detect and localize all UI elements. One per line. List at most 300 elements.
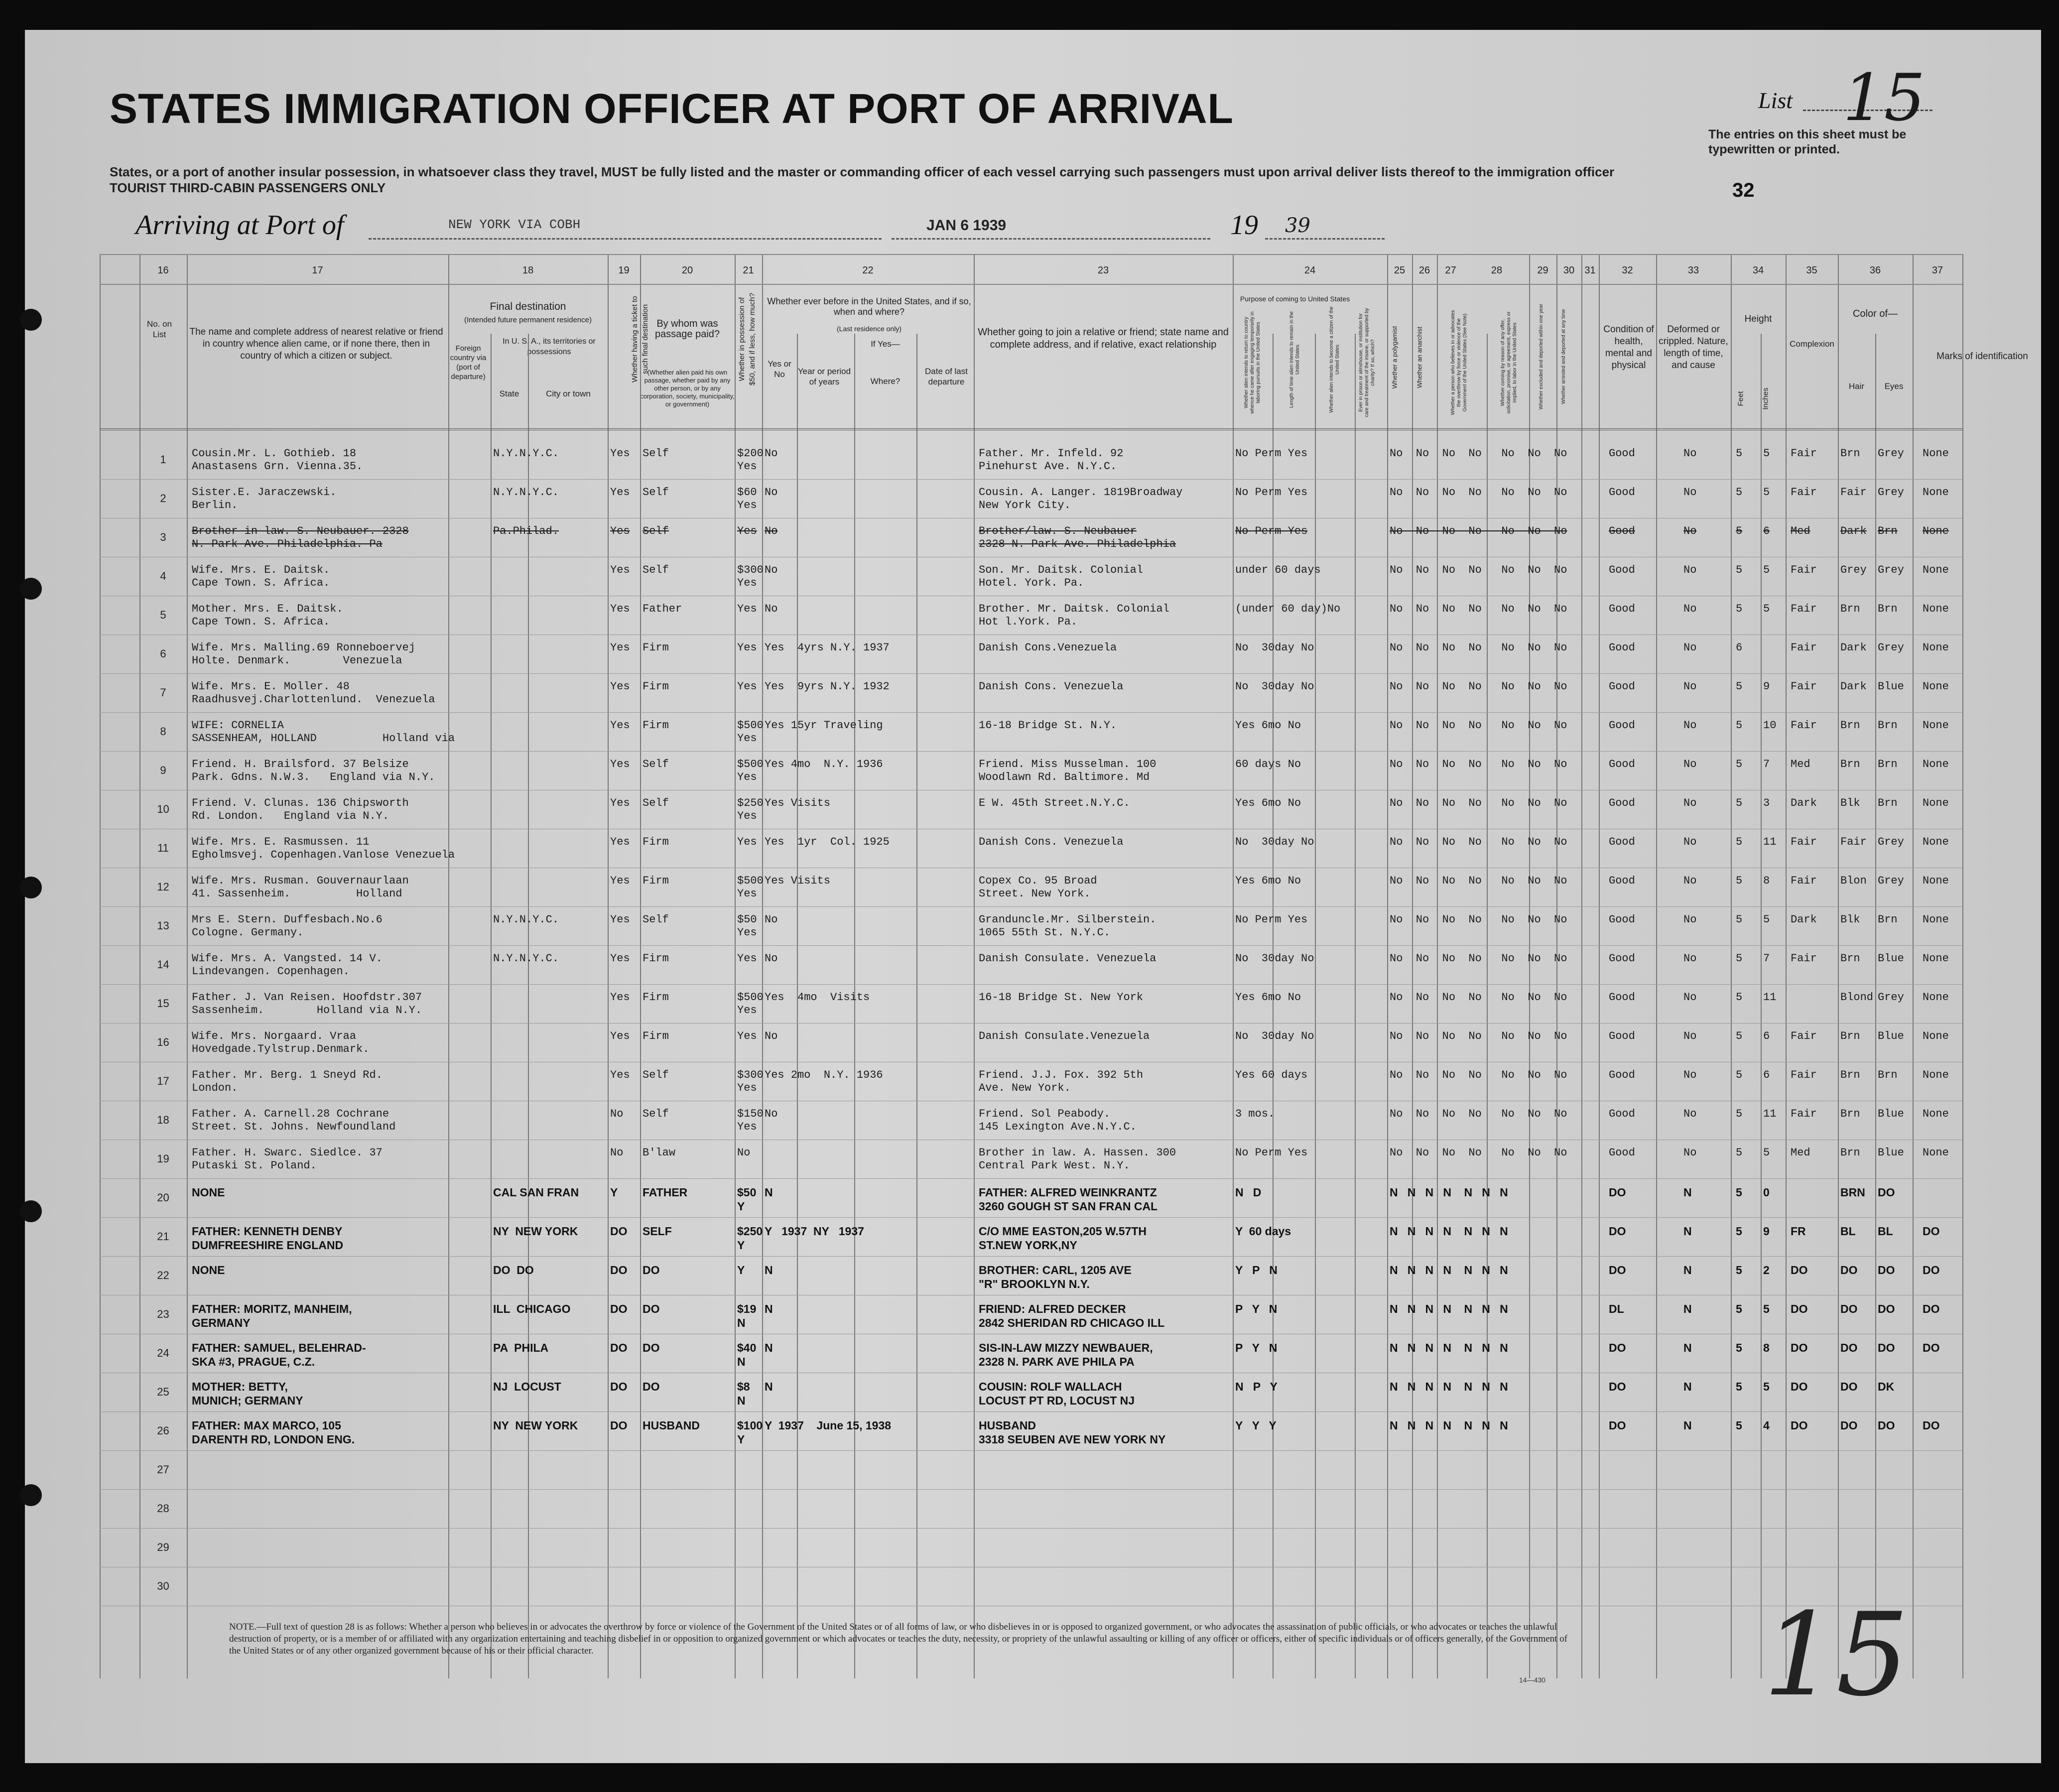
table-cell-q: No No No No No No No — [1390, 1030, 1567, 1042]
page-title: STATES IMMIGRATION OFFICER AT PORT OF ARRIVAL — [110, 85, 1234, 132]
row-number: 7 — [160, 686, 166, 699]
col-before-us: Whether ever before in the United States, and if so, when and where? — [767, 296, 971, 317]
table-cell-def: No — [1683, 1147, 1697, 1159]
table-cell-hr: DO — [1840, 1341, 1858, 1354]
table-cell-rel: Wife. Mrs. Malling.69 Ronneboervej Holte. Denmark. Venezuela — [192, 641, 415, 667]
table-cell-p24: Yes 6mo No — [1235, 991, 1301, 1004]
table-cell-hr: Blond — [1840, 991, 1874, 1004]
table-cell-cx: Fair — [1791, 486, 1817, 499]
row-number: 11 — [157, 842, 169, 854]
column-rule — [608, 254, 609, 1678]
table-cell-hl: Good — [1609, 525, 1635, 537]
column-rule — [854, 334, 855, 1678]
column-number: 28 — [1491, 265, 1503, 276]
table-cell-tk: DO — [610, 1225, 628, 1238]
table-cell-p24: No Perm Yes — [1235, 447, 1308, 460]
table-cell-mon: $150 Yes — [737, 1108, 764, 1133]
column-rule — [1761, 334, 1762, 1678]
table-cell-p24: No Perm Yes — [1235, 913, 1308, 926]
table-cell-bef: No — [765, 913, 778, 926]
row-rule — [100, 673, 1962, 674]
table-cell-def: No — [1683, 525, 1697, 537]
table-cell-def: N — [1683, 1419, 1692, 1432]
table-cell-cx: Fair — [1791, 875, 1817, 887]
table-cell-rel: Father. Mr. Berg. 1 Sneyd Rd. London. — [192, 1069, 383, 1094]
table-cell-mk: None — [1923, 719, 1949, 732]
table-cell-tk: DO — [610, 1264, 628, 1277]
column-number: 30 — [1563, 265, 1575, 276]
row-rule — [100, 1450, 1962, 1451]
table-cell-pay: FATHER — [643, 1186, 688, 1199]
table-cell-pay: Self — [643, 913, 669, 926]
table-cell-rel: Cousin.Mr. L. Gothieb. 18 Anastasens Grn. Vienna.35. — [192, 447, 363, 473]
table-cell-mon: Yes — [737, 836, 757, 848]
table-cell-dest: NJ LOCUST — [493, 1380, 561, 1393]
row-number: 8 — [160, 725, 166, 738]
table-cell-pay: Self — [643, 525, 669, 537]
table-cell-in: 5 — [1763, 1380, 1770, 1393]
row-number: 19 — [157, 1152, 169, 1165]
table-cell-join: C/O MME EASTON,205 W.57TH ST.NEW YORK,NY — [979, 1225, 1147, 1252]
table-cell-q: No No No No No No No — [1390, 991, 1567, 1004]
table-cell-ey: Blue — [1878, 1108, 1904, 1120]
table-cell-ft: 5 — [1736, 1147, 1743, 1159]
table-cell-mk: None — [1923, 875, 1949, 887]
table-cell-join: E W. 45th Street.N.Y.C. — [979, 797, 1130, 809]
col-inches: Inches — [1761, 387, 1770, 410]
table-cell-bef: Yes Visits — [765, 875, 831, 887]
table-cell-pay: Firm — [643, 719, 669, 732]
table-cell-pay: DO — [643, 1302, 660, 1315]
table-cell-ft: 5 — [1736, 564, 1743, 576]
table-cell-bef: N — [765, 1186, 773, 1199]
column-rule — [1599, 254, 1600, 1678]
table-cell-def: No — [1683, 719, 1697, 732]
table-cell-pay: Self — [643, 1108, 669, 1120]
table-cell-dest: N.Y.N.Y.C. — [493, 952, 559, 965]
table-cell-bef: No — [765, 603, 778, 615]
col-no-on-list: No. on List — [146, 319, 172, 339]
row-rule — [100, 751, 1962, 752]
column-rule — [1556, 254, 1557, 1678]
table-cell-pay: Firm — [643, 836, 669, 848]
column-number: 25 — [1394, 265, 1406, 276]
table-cell-hr: Blk — [1840, 913, 1860, 926]
table-cell-q: No No No No No No No — [1390, 680, 1567, 693]
table-cell-join: COUSIN: ROLF WALLACH LOCUST PT RD, LOCUST NJ — [979, 1380, 1135, 1407]
table-cell-mk: None — [1923, 1147, 1949, 1159]
table-cell-ft: 5 — [1736, 1380, 1742, 1393]
row-number: 17 — [157, 1075, 169, 1087]
table-cell-mon: $500 Yes — [737, 991, 764, 1017]
table-cell-bef: Y 1937 June 15, 1938 — [765, 1419, 892, 1432]
table-cell-q: N N N N N N N — [1390, 1419, 1508, 1432]
table-cell-mk: None — [1923, 913, 1949, 926]
table-cell-bef: Yes 9yrs N.Y. 1932 — [765, 680, 890, 693]
table-cell-hl: DO — [1609, 1419, 1626, 1432]
column-rule — [1962, 254, 1963, 1678]
row-number: 22 — [157, 1269, 169, 1281]
table-cell-ft: 5 — [1736, 603, 1743, 615]
table-cell-hr: Fair — [1840, 836, 1867, 848]
table-cell-bef: No — [765, 1030, 778, 1042]
table-cell-q: N N N N N N N — [1390, 1341, 1508, 1354]
table-cell-tk: DO — [610, 1380, 628, 1393]
port-line — [369, 238, 882, 240]
table-cell-ft: 5 — [1736, 952, 1743, 965]
table-cell-def: N — [1683, 1264, 1692, 1277]
table-cell-tk: No — [610, 1108, 624, 1120]
column-number: 22 — [862, 265, 874, 276]
table-cell-mk: None — [1923, 991, 1949, 1004]
table-cell-hl: Good — [1609, 1069, 1635, 1081]
table-cell-join: Son. Mr. Daitsk. Colonial Hotel. York. Pa. — [979, 564, 1144, 589]
col-departure: Date of last departure — [925, 367, 968, 386]
table-cell-dest: NY NEW YORK — [493, 1225, 578, 1238]
table-cell-in: 11 — [1763, 991, 1777, 1004]
table-cell-ft: 5 — [1736, 758, 1743, 770]
table-cell-rel: MOTHER: BETTY, MUNICH; GERMANY — [192, 1380, 303, 1407]
col-passage: By whom was passage paid? — [654, 318, 720, 340]
row-number: 18 — [157, 1114, 169, 1126]
binder-hole — [20, 877, 42, 898]
table-cell-bef: Y 1937 NY 1937 — [765, 1225, 864, 1238]
table-cell-mon: $300 Yes — [737, 1069, 764, 1094]
table-cell-ey: DO — [1878, 1186, 1895, 1199]
table-cell-dest: PA PHILA — [493, 1341, 549, 1354]
table-cell-ey: Brn — [1878, 1069, 1898, 1081]
table-cell-tk: DO — [610, 1419, 628, 1432]
col-passage-note: (Whether alien paid his own passage, whether paid by any other person, or by any corporation, society, municipality, or government) — [640, 369, 735, 408]
table-cell-ey: Grey — [1878, 564, 1904, 576]
table-cell-mk: None — [1923, 1069, 1949, 1081]
table-cell-cx: Fair — [1791, 603, 1817, 615]
col-joining: Whether going to join a relative or friend; state name and complete address, and if relative, exact relationship — [978, 327, 1229, 350]
table-cell-tk: Yes — [610, 991, 630, 1004]
table-cell-rel: FATHER: KENNETH DENBY DUMFREESHIRE ENGLAND — [192, 1225, 344, 1252]
table-cell-ey: Blue — [1878, 952, 1904, 965]
table-cell-rel: FATHER: MORITZ, MANHEIM, GERMANY — [192, 1302, 352, 1329]
table-cell-def: No — [1683, 913, 1697, 926]
table-cell-q: No No No No No No No — [1390, 836, 1567, 848]
table-cell-p24: N P Y — [1235, 1380, 1278, 1393]
table-cell-p24: No 30day No — [1235, 680, 1314, 693]
table-cell-in: 7 — [1763, 758, 1770, 770]
table-cell-ft: 5 — [1736, 913, 1743, 926]
column-rule — [1529, 254, 1530, 1678]
table-cell-q: No No No No No No No — [1390, 875, 1567, 887]
table-cell-rel: Sister.E. Jaraczewski. Berlin. — [192, 486, 337, 512]
col-purpose-c: Whether alien intends to become a citizen of the United States — [1329, 306, 1340, 413]
table-cell-hl: Good — [1609, 797, 1635, 809]
table-cell-ey: Grey — [1878, 836, 1904, 848]
table-cell-bef: No — [765, 447, 778, 460]
table-cell-mk: DO — [1923, 1264, 1940, 1277]
column-rule — [1315, 334, 1316, 1678]
row-number: 30 — [157, 1580, 169, 1592]
row-rule — [100, 1528, 1962, 1529]
table-cell-cx: DO — [1791, 1419, 1808, 1432]
table-cell-join: SIS-IN-LAW MIZZY NEWBAUER, 2328 N. PARK AVE PHILA PA — [979, 1341, 1153, 1368]
row-rule — [100, 712, 1962, 713]
table-cell-join: FRIEND: ALFRED DECKER 2842 SHERIDAN RD CHICAGO ILL — [979, 1302, 1165, 1329]
table-cell-hl: Good — [1609, 641, 1635, 654]
table-cell-rel: Wife. Mrs. Norgaard. Vraa Hovedgade.Tylstrup.Denmark. — [192, 1030, 370, 1055]
row-number: 9 — [160, 764, 166, 776]
table-cell-pay: Firm — [643, 991, 669, 1004]
table-cell-p24: P Y N — [1235, 1302, 1278, 1315]
table-cell-tk: Yes — [610, 447, 630, 460]
table-cell-bef: No — [765, 486, 778, 499]
table-cell-in: 10 — [1763, 719, 1777, 732]
header-rule — [100, 428, 1962, 430]
table-cell-ft: 5 — [1736, 836, 1743, 848]
typewritten-note: The entries on this sheet must be typewritten or printed. — [1708, 128, 1907, 156]
col-anarchist: Whether an anarchist — [1416, 326, 1423, 388]
table-cell-def: No — [1683, 758, 1697, 770]
table-cell-cx: Fair — [1791, 836, 1817, 848]
table-cell-tk: Yes — [610, 1030, 630, 1042]
table-cell-pay: Firm — [643, 952, 669, 965]
table-cell-def: N — [1683, 1380, 1692, 1393]
col-hair: Hair — [1848, 382, 1865, 391]
table-cell-p24: N D — [1235, 1186, 1262, 1199]
table-cell-bef: No — [765, 952, 778, 965]
table-cell-cx: Med — [1791, 525, 1810, 537]
row-number: 27 — [157, 1463, 169, 1476]
table-cell-tk: Yes — [610, 719, 630, 732]
table-cell-hr: DO — [1840, 1264, 1858, 1277]
table-cell-mk: None — [1923, 603, 1949, 615]
table-cell-rel: Father. H. Swarc. Siedlce. 37 Putaski St. Poland. — [192, 1147, 383, 1172]
table-cell-pay: Firm — [643, 875, 669, 887]
table-cell-p24: No 30day No — [1235, 836, 1314, 848]
row-rule — [100, 479, 1962, 480]
table-cell-rel: Wife. Mrs. A. Vangsted. 14 V. Lindevangen. Copenhagen. — [192, 952, 383, 978]
column-rule — [640, 254, 641, 1678]
table-cell-mon: $50 Yes — [737, 913, 757, 939]
table-cell-mon: $40 N — [737, 1341, 757, 1368]
table-cell-mon: No — [737, 1147, 751, 1159]
row-number: 4 — [160, 570, 166, 582]
table-cell-pay: B'law — [643, 1147, 676, 1159]
table-cell-join: Friend. Miss Musselman. 100 Woodlawn Rd. Baltimore. Md — [979, 758, 1157, 783]
table-cell-join: Brother. Mr. Daitsk. Colonial Hot l.York. Pa. — [979, 603, 1169, 628]
table-cell-bef: N — [765, 1341, 773, 1354]
col-purpose: Purpose of coming to United States — [1240, 295, 1350, 303]
row-number: 26 — [157, 1424, 169, 1437]
table-cell-rel: Mother. Mrs. E. Daitsk. Cape Town. S. Africa. — [192, 603, 343, 628]
column-rule — [1412, 254, 1413, 1678]
form-number: 14—430 — [1519, 1676, 1545, 1684]
table-cell-hr: Blon — [1840, 875, 1867, 887]
row-number: 3 — [160, 531, 166, 543]
arriving-label: Arriving at Port of — [135, 210, 344, 241]
table-cell-bef: Yes 4mo Visits — [765, 991, 870, 1004]
table-cell-in: 9 — [1763, 680, 1770, 693]
col-height: Height — [1744, 314, 1772, 324]
table-cell-mk: None — [1923, 836, 1949, 848]
table-cell-hr: Brn — [1840, 758, 1860, 770]
table-cell-ft: 5 — [1736, 1108, 1743, 1120]
table-cell-in: 2 — [1763, 1264, 1770, 1277]
table-cell-hr: Dark — [1840, 641, 1867, 654]
table-cell-hl: DO — [1609, 1225, 1626, 1238]
table-cell-p24: 60 days No — [1235, 758, 1301, 770]
column-number: 19 — [618, 265, 630, 276]
table-cell-ft: 5 — [1736, 875, 1743, 887]
table-cell-tk: Yes — [610, 836, 630, 848]
row-number: 13 — [157, 919, 169, 932]
table-cell-hl: Good — [1609, 486, 1635, 499]
column-number: 33 — [1687, 265, 1699, 276]
row-rule — [100, 1489, 1962, 1490]
table-cell-hl: Good — [1609, 913, 1635, 926]
table-cell-q: No No No No No No No — [1390, 1147, 1567, 1159]
column-number: 26 — [1418, 265, 1430, 276]
col-before-us-note: (Last residence only) — [837, 325, 901, 333]
table-cell-ey: DK — [1878, 1380, 1895, 1393]
table-cell-bef: Yes Visits — [765, 797, 831, 809]
column-number: 36 — [1869, 265, 1881, 276]
table-cell-in: 5 — [1763, 564, 1770, 576]
table-cell-dest: CAL SAN FRAN — [493, 1186, 579, 1199]
table-cell-hl: Good — [1609, 991, 1635, 1004]
table-cell-rel: Wife. Mrs. E. Daitsk. Cape Town. S. Africa. — [192, 564, 330, 589]
table-cell-hr: Brn — [1840, 603, 1860, 615]
table-cell-pay: DO — [643, 1380, 660, 1393]
table-cell-def: No — [1683, 1108, 1697, 1120]
table-cell-dest: N.Y.N.Y.C. — [493, 486, 559, 499]
col-period: Year or period of years — [797, 367, 851, 386]
table-cell-ft: 5 — [1736, 1030, 1743, 1042]
table-cell-mk: DO — [1923, 1341, 1940, 1354]
table-cell-pay: Father — [643, 603, 682, 615]
port-value: NEW YORK VIA COBH — [448, 217, 581, 232]
table-cell-mon: $8 N — [737, 1380, 750, 1407]
table-cell-q: N N N N N N N — [1390, 1186, 1508, 1199]
passenger-class: TOURIST THIRD-CABIN PASSENGERS ONLY — [110, 180, 386, 195]
column-rule — [100, 254, 101, 1678]
table-cell-dest: ILL CHICAGO — [493, 1302, 571, 1315]
table-cell-tk: Yes — [610, 913, 630, 926]
table-cell-ey: Blue — [1878, 1147, 1904, 1159]
table-cell-dest: N.Y.N.Y.C. — [493, 447, 559, 460]
table-cell-pay: Self — [643, 1069, 669, 1081]
table-cell-ft: 5 — [1736, 447, 1743, 460]
table-cell-hl: Good — [1609, 603, 1635, 615]
table-cell-mk: None — [1923, 641, 1949, 654]
table-cell-ey: DO — [1878, 1264, 1895, 1277]
column-number: 34 — [1752, 265, 1764, 276]
table-cell-p24: under 60 days — [1235, 564, 1321, 576]
table-cell-hr: Dark — [1840, 525, 1867, 537]
year-handwritten: 39 — [1285, 214, 1310, 237]
table-cell-in: 5 — [1763, 913, 1770, 926]
table-cell-mon: $300 Yes — [737, 564, 764, 589]
column-number: 29 — [1537, 265, 1548, 276]
row-number: 25 — [157, 1386, 169, 1398]
table-cell-rel: Friend. H. Brailsford. 37 Belsize Park. Gdns. N.W.3. England via N.Y. — [192, 758, 435, 783]
table-cell-cx: Dark — [1791, 797, 1817, 809]
table-cell-pay: Self — [643, 797, 669, 809]
column-number: 31 — [1584, 265, 1596, 276]
table-cell-mk: None — [1923, 758, 1949, 770]
row-number: 12 — [157, 881, 169, 893]
table-cell-ft: 5 — [1736, 680, 1743, 693]
table-cell-pay: Firm — [643, 641, 669, 654]
header-rule — [100, 284, 1962, 285]
row-number: 15 — [157, 997, 169, 1010]
table-cell-bef: N — [765, 1380, 773, 1393]
table-cell-cx: Fair — [1791, 564, 1817, 576]
table-cell-cx: Fair — [1791, 641, 1817, 654]
table-cell-def: No — [1683, 680, 1697, 693]
table-cell-p24: P Y N — [1235, 1341, 1278, 1354]
table-cell-ft: 5 — [1736, 1186, 1742, 1199]
table-cell-hl: Good — [1609, 719, 1635, 732]
table-cell-hl: Good — [1609, 564, 1635, 576]
table-cell-cx: Med — [1791, 1147, 1810, 1159]
col-complexion: Complexion — [1790, 339, 1834, 349]
column-rule — [1233, 254, 1234, 1678]
table-cell-tk: Y — [610, 1186, 618, 1199]
table-cell-rel: Friend. V. Clunas. 136 Chipsworth Rd. London. England via N.Y. — [192, 797, 409, 822]
col-prison: Ever in prison or almshouse, or institution for care and treatment of the insane, or supported by charity? If so, which? — [1358, 308, 1376, 417]
row-number: 5 — [160, 609, 166, 621]
table-cell-in: 11 — [1763, 836, 1777, 848]
col-feet: Feet — [1736, 391, 1745, 406]
table-cell-mon: $250 Y — [737, 1225, 763, 1252]
table-cell-mk: None — [1923, 952, 1949, 965]
table-cell-ey: Brn — [1878, 913, 1898, 926]
table-cell-p24: No Perm Yes — [1235, 1147, 1308, 1159]
table-cell-pay: Self — [643, 486, 669, 499]
table-cell-p24: No 30day No — [1235, 952, 1314, 965]
table-cell-ey: Brn — [1878, 525, 1898, 537]
table-cell-tk: Yes — [610, 680, 630, 693]
table-cell-tk: Yes — [610, 486, 630, 499]
table-cell-ft: 5 — [1736, 1419, 1742, 1432]
table-cell-cx: Med — [1791, 758, 1810, 770]
table-cell-q: N N N N N N N — [1390, 1302, 1508, 1315]
table-cell-pay: Firm — [643, 1030, 669, 1042]
table-cell-rel: Wife. Mrs. E. Rasmussen. 11 Egholmsvej. Copenhagen.Vanlose Venezuela — [192, 836, 455, 861]
table-cell-in: 6 — [1763, 1030, 1770, 1042]
table-cell-bef: No — [765, 564, 778, 576]
table-cell-def: No — [1683, 836, 1697, 848]
table-cell-ey: Grey — [1878, 447, 1904, 460]
col-q30: Whether excluded and deported within one year — [1539, 303, 1544, 410]
table-cell-hr: Brn — [1840, 1147, 1860, 1159]
table-cell-q: No No No No No No No — [1390, 525, 1567, 537]
table-cell-ft: 5 — [1736, 525, 1743, 537]
row-number: 2 — [160, 492, 166, 505]
table-cell-rel: Father. A. Carnell.28 Cochrane Street. St. Johns. Newfoundland — [192, 1108, 396, 1133]
row-rule — [100, 1217, 1962, 1218]
table-cell-mon: Yes — [737, 952, 757, 965]
column-rule — [1786, 254, 1787, 1678]
row-number: 14 — [157, 958, 169, 971]
table-cell-ey: Blue — [1878, 680, 1904, 693]
table-cell-ft: 5 — [1736, 486, 1743, 499]
table-cell-in: 5 — [1763, 1147, 1770, 1159]
table-cell-in: 3 — [1763, 797, 1770, 809]
table-cell-cx: Dark — [1791, 913, 1817, 926]
col-q28: Whether a person who believes in or advocates the overthrow by force or violence of the Government of the United States (See Note) — [1450, 310, 1468, 415]
table-cell-ey: Grey — [1878, 486, 1904, 499]
table-cell-p24: Y 60 days — [1235, 1225, 1291, 1238]
